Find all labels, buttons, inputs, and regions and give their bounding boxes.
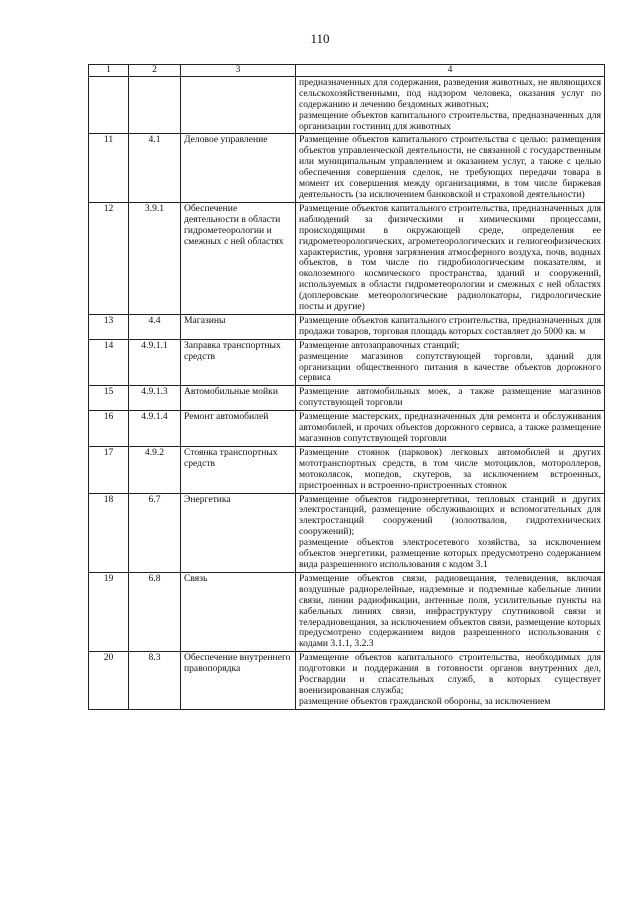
description-paragraph: Размещение автозаправочных станций; [299,339,460,351]
use-name-cell: Заправка транспортных средств [181,339,296,386]
table-row [89,76,605,134]
use-description-cell [296,386,605,411]
table-row [89,314,605,339]
description-paragraph: Размещение мастерских, предназначенных для ремонта и обслуживания автомобилей, и прочих объектов дорожного сервиса, а также размещение магазинов сопутствующей торговли [299,411,601,444]
table-row [89,652,605,710]
description-paragraph: Размещение автомобильных моек, а также размещение магазинов сопутствующей торговли [299,386,601,409]
description-paragraph: размещение объектов электросетевого хозяйства, за исключением объектов энергетики, размещение которых предусмотрено содержанием вида разрешенного использования с кодом 3.1 [299,537,601,570]
use-name-cell: Деловое управление [181,134,296,202]
description-paragraph: предназначенных для содержания, разведения животных, не являющихся сельскохозяйственными, под надзором человека, оказания услуг по содержанию и лечению бездомных животных; [299,76,601,110]
description-paragraph: Размещение объектов гидроэнергетики, тепловых станций и других электростанций, размещение обслуживающих и вспомогательных для электростанций сооружений (золоотвалов, гидротехнических сооружений); [299,493,601,538]
table-row [89,446,605,493]
description-paragraph: Размещение объектов капитального строительства, предназначенных для наблюдений за физическими и химическими процессами, происходящими в окружающей среде, определения ее гидрометеорологических, агрометеорологических и гелиогеофизических характеристик, уровня загрязнения атмосферного воздуха, почв, водных объектов, в том числе по гидробиологическим показателям, и околоземного космического пространства, зданий и сооружений, используемых в области гидрометеорологии и смежных с ней областях (доплеровские метеорологические радиолокаторы, гидрологические посты и другие) [299,202,601,313]
column-header: 1 [89,65,129,77]
description-paragraph: размещение магазинов сопутствующей торговли, зданий для организации общественного питания в качестве объектов дорожного сервиса [299,350,601,384]
use-name-cell: Связь [181,572,296,651]
row-number-cell: 20 [89,652,129,710]
description-paragraph: Размещение объектов связи, радиовещания, телевидения, включая воздушные радиорелейные, надземные и подземные кабельные линии связи, линии радиофикации, антенные поля, усилительные пункты на кабельных линиях связи, инфраструктуру спутниковой связи и телерадиовещания, за исключением объектов связи, размещение которых предусмотрено содержанием видов разрешенного использования с кодами 3.1.1, 3.2.3 [299,572,601,650]
use-description-cell [296,202,605,314]
row-number-cell: 16 [89,411,129,447]
row-number-cell: 12 [89,202,129,314]
row-number-cell: 11 [89,134,129,202]
page-number: 110 [310,31,330,46]
row-number-cell: 19 [89,572,129,651]
use-code-cell: 3.9.1 [129,202,181,314]
use-description-cell [296,411,605,447]
use-description-cell [296,76,605,134]
description-paragraph: размещение объектов гражданской обороны, за исключением [299,695,551,707]
row-number-cell: 17 [89,446,129,493]
use-name-cell: Стоянка транспортных средств [181,446,296,493]
use-description-cell [296,314,605,339]
table-row [89,134,605,202]
table-row [89,493,605,572]
use-code-cell: 8.3 [129,652,181,710]
use-description-cell [296,652,605,710]
row-number-cell: 13 [89,314,129,339]
table-row [89,411,605,447]
use-description-cell [296,572,605,651]
column-header: 3 [181,65,296,77]
use-code-cell: 4.4 [129,314,181,339]
use-description-cell [296,493,605,572]
use-code-cell: 6.8 [129,572,181,651]
use-name-cell: Обеспечение внутреннего правопорядка [181,652,296,710]
description-paragraph: Размещение объектов капитального строительства с целью: размещения объектов управленческой деятельности, не связанной с государственным или муниципальным управлением и оказанием услуг, а также с целью обеспечения совершения сделок, не требующих передачи товара в момент их совершения между организациями, в том числе биржевая деятельность (за исключением банковской и страховой деятельности) [299,134,601,200]
use-code-cell: 4.9.1.4 [129,411,181,447]
description-paragraph: Размещение стоянок (парковок) легковых автомобилей и других мототранспортных средств, в том числе мотоциклов, мотороллеров, мотоколясок, мопедов, скутеров, за исключением встроенных, пристроенных и встроенно-пристроенных стоянок [299,446,601,491]
column-header: 4 [296,65,605,77]
use-name-cell [181,76,296,134]
use-code-cell: 4.9.2 [129,446,181,493]
row-number-cell [89,76,129,134]
use-name-cell: Обеспечение деятельности в области гидрометеорологии и смежных с ней областях [181,202,296,314]
use-name-cell: Ремонт автомобилей [181,411,296,447]
row-number-cell: 14 [89,339,129,386]
column-header: 2 [129,65,181,77]
description-paragraph: Размещение объектов капитального строительства, предназначенных для продажи товаров, торговая площадь которых составляет до 5000 кв. м [299,314,601,337]
row-number-cell: 18 [89,493,129,572]
use-code-cell: 4.1 [129,134,181,202]
use-code-cell [129,76,181,134]
use-code-cell: 4.9.1.1 [129,339,181,386]
use-name-cell: Автомобильные мойки [181,386,296,411]
table-row [89,386,605,411]
row-number-cell: 15 [89,386,129,411]
description-paragraph: Размещение объектов капитального строительства, необходимых для подготовки и поддержания в готовности органов внутренних дел, Росгвардии и спасательных служб, в которых существует военизированная служба; [299,652,601,696]
description-paragraph: размещение объектов капитального строительства, предназначенных для организации гостиниц для животных [299,109,601,132]
table-row [89,202,605,314]
use-description-cell [296,339,605,386]
table-header-row [89,65,605,77]
use-description-cell [296,446,605,493]
use-name-cell: Энергетика [181,493,296,572]
table-row [89,339,605,386]
use-name-cell: Магазины [181,314,296,339]
use-description-cell [296,134,605,202]
use-code-cell: 6.7 [129,493,181,572]
table-row [89,572,605,651]
permitted-use-table [88,64,605,710]
use-code-cell: 4.9.1.3 [129,386,181,411]
